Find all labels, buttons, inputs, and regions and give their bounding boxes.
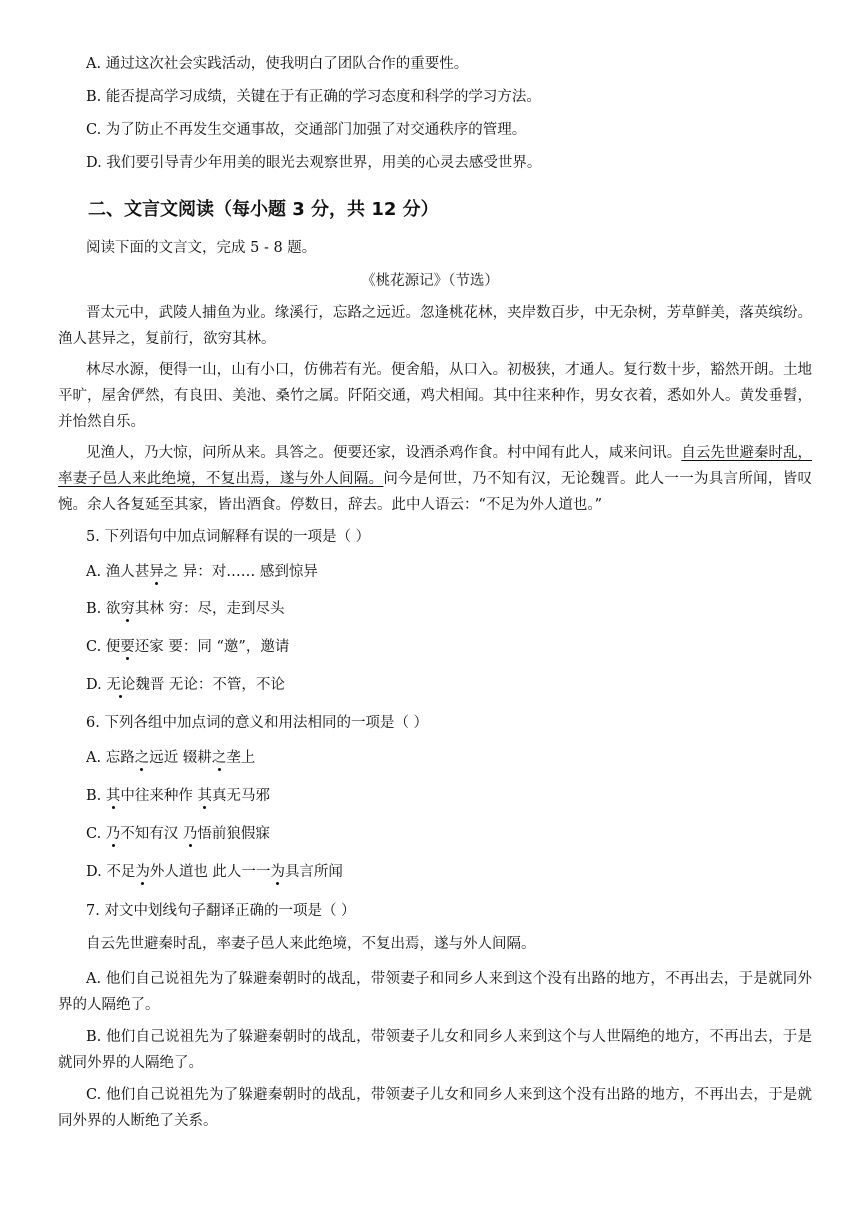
q6-a-mid: 远近 辍耕 <box>149 750 212 766</box>
q7-stem: 7. 对文中划线句子翻译正确的一项是（ ） <box>86 903 356 919</box>
passage-paragraph-1: 晋太元中，武陵人捕鱼为业。缘溪行，忘路之远近。忽逢桃花林，夹岸数百步，中无杂树，芳草鲜美，落英缤纷。渔人甚异之，复前行，欲穷其林。 <box>58 305 812 347</box>
q6-option-c <box>86 824 820 844</box>
q6-a-dotted-word-1: 之 <box>134 750 150 766</box>
q5-stem: 5. 下列语句中加点词解释有误的一项是（ ） <box>86 529 371 545</box>
q6-d-dotted-word-1: 为 <box>135 864 150 880</box>
q6-option-b <box>86 786 820 806</box>
passage-paragraph-3 <box>58 440 812 518</box>
q6-b-pre: B. <box>86 788 106 804</box>
q4-option-d: D. 我们要引导青少年用美的眼光去观察世界，用美的心灵去感受世界。 <box>86 155 542 171</box>
q6-c-pre: C. <box>86 826 106 842</box>
q5-d-dotted-word: 无论 <box>106 677 136 693</box>
q5-a-post: 之 异：对…… 感到惊异 <box>163 564 318 580</box>
underlined-sentence: 自云先世避秦时乱，率妻子邑人来此绝境，不复出焉，遂与外人间隔。 <box>58 445 813 487</box>
q5-b-pre: B. 欲 <box>86 601 121 617</box>
q5-option-b <box>86 599 820 619</box>
q4-option-b: B. 能否提高学习成绩，关键在于有正确的学习态度和科学的学习方法。 <box>86 89 541 105</box>
q5-option-d <box>86 675 820 695</box>
q7-sentence: 自云先世避秦时乱，率妻子邑人来此绝境，不复出焉，遂与外人间隔。 <box>86 936 536 952</box>
q5-option-c <box>86 637 820 657</box>
q5-a-dotted-word: 异 <box>149 564 164 580</box>
q6-b-dotted-word-1: 其 <box>105 788 121 804</box>
passage-paragraph-2: 林尽水源，便得一山，山有小口，仿佛若有光。便舍船，从口入。初极狭，才通人。复行数十步，豁然开朗。土地平旷，屋舍俨然，有良田、美池、桑竹之属。阡陌交通，鸡犬相闻。其中往来种作，男女衣着，悉如外人。黄发垂髫，并怡然自乐。 <box>58 362 812 430</box>
q5-c-dotted-word: 要 <box>120 639 135 655</box>
q6-a-post: 垄上 <box>226 750 256 766</box>
q6-option-d <box>86 862 820 882</box>
q6-option-a <box>86 748 820 768</box>
q6-d-post: 具言所闻 <box>284 864 343 880</box>
q5-d-post: 魏晋 无论：不管，不论 <box>135 677 285 693</box>
q7-option-a: A. 他们自己说祖先为了躲避秦朝时的战乱，带领妻子和同乡人来到这个没有出路的地方，不再出去，于是就同外界的人隔绝了。 <box>58 971 812 1013</box>
q4-option-a: A. 通过这次社会实践活动，使我明白了团队合作的重要性。 <box>86 56 469 72</box>
q6-b-mid: 中往来种作 <box>120 788 198 804</box>
q6-b-post: 真无马邪 <box>211 788 270 804</box>
q6-c-mid: 不知有汉 <box>120 826 183 842</box>
q6-stem: 6. 下列各组中加点词的意义和用法相同的一项是（ ） <box>86 715 429 731</box>
q7-option-b: B. 他们自己说祖先为了躲避秦朝时的战乱，带领妻子儿女和同乡人来到这个与人世隔绝的地方，不再出去，于是就同外界的人隔绝了。 <box>58 1029 812 1071</box>
q5-b-post: 其林 穷：尽，走到尽头 <box>134 601 285 617</box>
q6-b-dotted-word-2: 其 <box>197 788 212 804</box>
q6-c-dotted-word-2: 乃 <box>182 826 198 842</box>
section-intro: 阅读下面的文言文，完成 5 - 8 题。 <box>86 240 317 256</box>
q6-c-post: 悟前狼假寐 <box>197 826 270 842</box>
q6-d-mid: 外人道也 此人一一 <box>149 864 271 880</box>
passage-title: 《桃花源记》（节选） <box>361 273 499 289</box>
q7-option-c: C. 他们自己说祖先为了躲避秦朝时的战乱，带领妻子儿女和同乡人来到这个没有出路的地方，不再出去，于是就同外界的人断绝了关系。 <box>58 1087 812 1129</box>
q6-d-pre: D. 不足 <box>86 864 136 880</box>
q6-d-dotted-word-2: 为 <box>270 864 285 880</box>
section-heading: 二、文言文阅读（每小题 3 分，共 12 分） <box>88 199 439 220</box>
q5-c-post: 还家 要：同 “邀”，邀请 <box>134 639 290 655</box>
q6-a-pre: A. 忘路 <box>86 750 135 766</box>
q5-d-pre: D. <box>86 677 107 693</box>
paragraph-3-end: 问今是何世，乃不知有汉，无论魏晋。此人一一为具言所闻，皆叹惋。余人各复延至其家，皆出酒食。停数日，辞去。此中人语云：“不足为外人道也。” <box>58 471 813 513</box>
paragraph-3-start: 见渔人，乃大惊，问所从来。具答之。便要还家，设酒杀鸡作食。村中闻有此人，咸来问讯。 <box>86 445 682 461</box>
q5-option-a <box>86 562 820 582</box>
q6-c-dotted-word-1: 乃 <box>105 826 121 842</box>
q5-b-dotted-word: 穷 <box>120 601 135 617</box>
q4-option-c: C. 为了防止不再发生交通事故，交通部门加强了对交通秩序的管理。 <box>86 122 527 138</box>
q5-c-pre: C. 便 <box>86 639 121 655</box>
q5-a-pre: A. 渔人甚 <box>86 564 150 580</box>
q6-a-dotted-word-2: 之 <box>211 750 227 766</box>
